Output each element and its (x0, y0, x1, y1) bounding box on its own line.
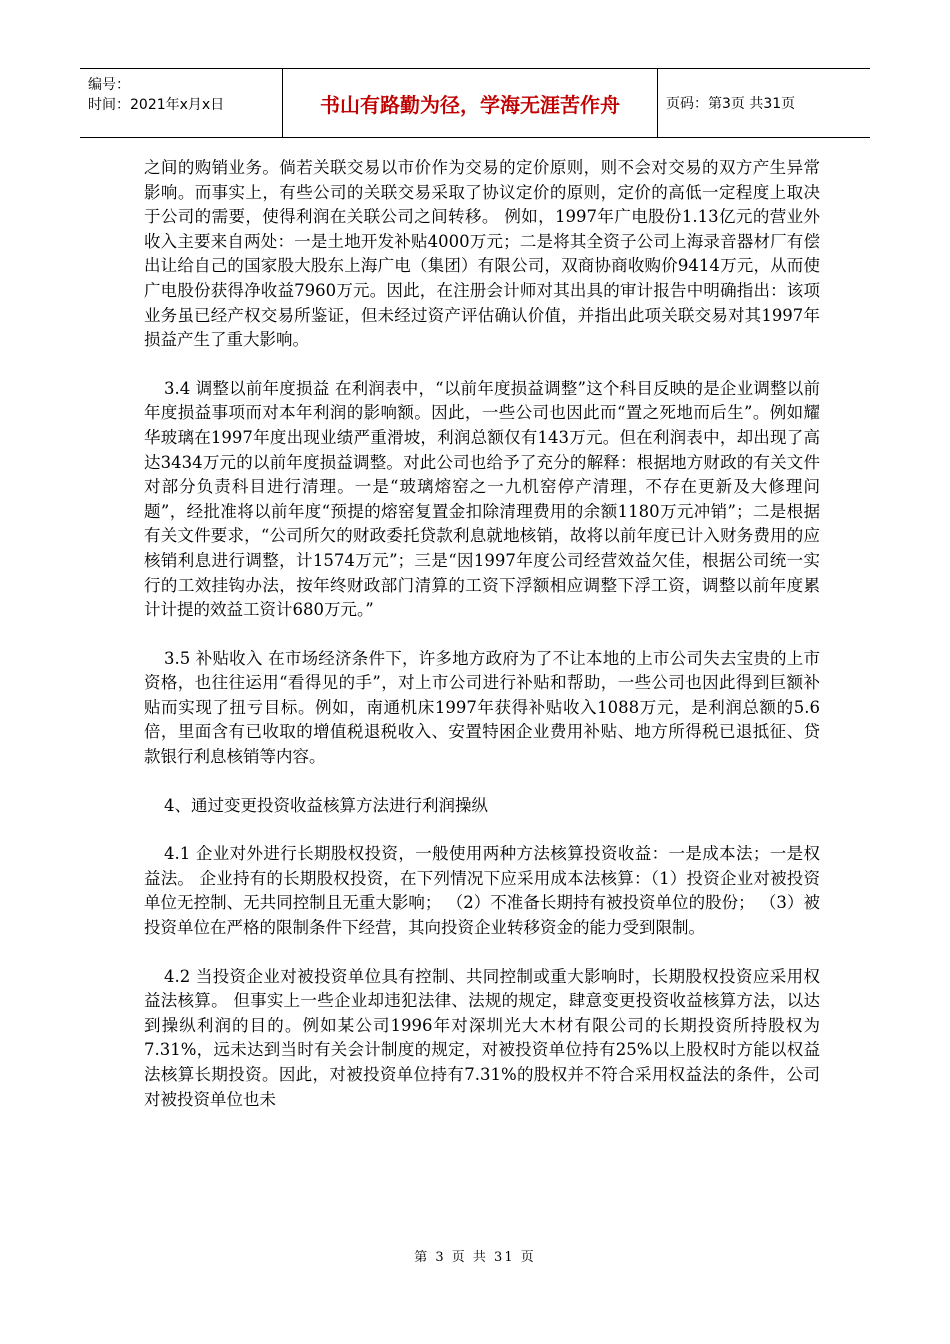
header-page-number: 页码：第3页 共31页 (666, 96, 796, 112)
document-number-label: 编号： (88, 77, 130, 93)
section-heading: 4、通过变更投资收益核算方法进行利润操纵 (164, 795, 488, 815)
document-body (144, 156, 820, 1112)
paragraph: 3.5 补贴收入 在市场经济条件下，许多地方政府为了不让本地的上市公司失去宝贵的上市资格，也往往运用“看得见的手”，对上市公司进行补贴和帮助，一些公司也因此得到巨额补贴而实现了扭亏目标。例如，南通机床1997年获得补贴收入1088万元，是利润总额的5.6倍，里面含有已收取的增值税退税收入、安置特困企业费用补贴、地方所得税已退抵征、贷款银行利息核销等内容。 (144, 648, 820, 767)
paragraph: 4.2 当投资企业对被投资单位具有控制、共同控制或重大影响时，长期股权投资应采用权益法核算。 但事实上一些企业却违犯法律、法规的规定，肆意变更投资收益核算方法，以达到操纵利润的目的。例如某公司1996年对深圳光大木材有限公司的长期投资所持股权为7.31%，远未达到当时有关会计制度的规定，对被投资单位持有25%以上股权时方能以权益法核算长期投资。因此，对被投资单位持有7.31%的股权并不符合采用权益法的条件，公司对被投资单位也未 (144, 966, 820, 1109)
page-footer: 第 3 页 共 31 页 (414, 1250, 536, 1265)
paragraph: 之间的购销业务。倘若关联交易以市价作为交易的定价原则，则不会对交易的双方产生异常影响。而事实上，有些公司的关联交易采取了协议定价的原则，定价的高低一定程度上取决于公司的需要，使得利润在关联公司之间转移。 例如，1997年广电股份1.13亿元的营业外收入主要来自两处：一是土地开发补贴4000万元；二是将其全资子公司上海录音器材厂有偿出让给自己的国家股大股东上海广电（集团）有限公司，双商协商收购价9414万元，从而使广电股份获得净收益7960万元。因此，在注册会计师对其出具的审计报告中明确指出：该项业务虽已经产权交易所鉴证，但未经过资产评估确认价值，并指出此项关联交易对其1997年损益产生了重大影响。 (144, 158, 820, 350)
header-meta (80, 69, 283, 137)
paragraph: 4.1 企业对外进行长期股权投资，一般使用两种方法核算投资收益：一是成本法；一是权益法。 企业持有的长期股权投资，在下列情况下应采用成本法核算：（1）投资企业对被投资单位无控制、无共同控制且无重大影响； （2）不准备长期持有被投资单位的股份； （3）被投资单位在严格的限制条件下经营，其向投资企业转移资金的能力受到限制。 (144, 844, 820, 938)
page-header (80, 68, 870, 138)
document-time-label: 时间：2021年x月x日 (88, 97, 225, 113)
header-motto: 书山有路勤为径，学海无涯苦作舟 (283, 69, 658, 137)
paragraph: 3.4 调整以前年度损益 在利润表中，“以前年度损益调整”这个科目反映的是企业调整以前年度损益事项而对本年利润的影响额。因此，一些公司也因此而“置之死地而后生”。例如耀华玻璃在1997年度出现业绩严重滑坡，利润总额仅有143万元。但在利润表中，却出现了高达3434万元的以前年度损益调整。对此公司也给予了充分的解释：根据地方财政的有关文件对部分负责科目进行清理。一是“玻璃熔窑之一九机窑停产清理，不存在更新及大修理问题”，经批准将以前年度“预提的熔窑复置金扣除清理费用的余额1180万元冲销”；二是根据有关文件要求，“公司所欠的财政委托贷款利息就地核销，故将以前年度已计入财务费用的应核销利息进行调整，计1574万元”；三是“因1997年度公司经营效益欠佳，根据公司统一实行的工效挂钩办法，按年终财政部门清算的工资下浮额相应调整下浮工资，调整以前年度累计计提的效益工资计680万元。” (144, 378, 820, 620)
